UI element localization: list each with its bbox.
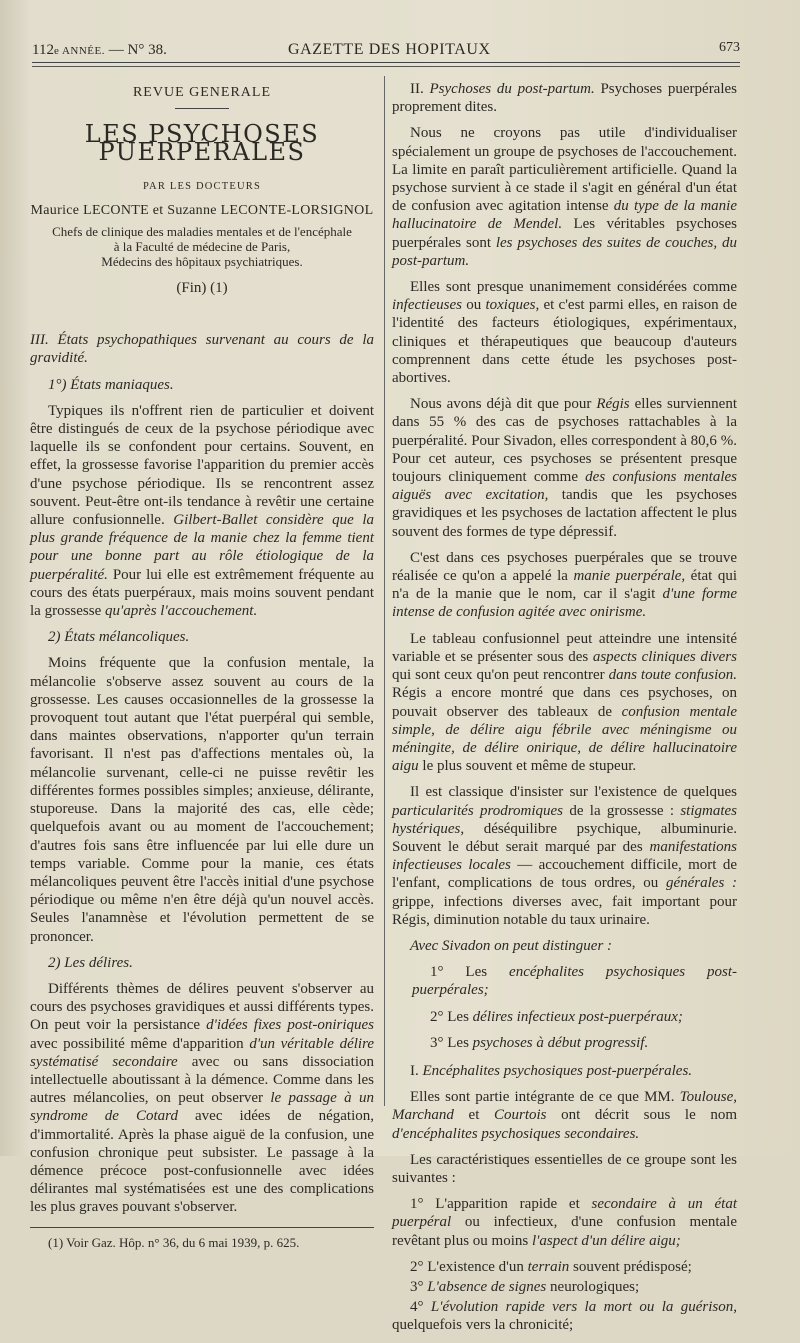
authors: Maurice LECONTE et Suzanne LECONTE-LORSIGNOL [30, 202, 374, 218]
running-header [32, 40, 740, 62]
subsection-delires: 2) Les délires. [48, 954, 133, 971]
article-title: LES PSYCHOSES PUERPÉRALES [84, 120, 320, 167]
paragraph: Différents thèmes de délires peuvent s'observer au cours des psychoses gravidiques et aussi différents types. On peut voir la persistance d'idées fixes post-oniriques avec possibilité même d'apparition d'un véritable délire systématisé secondaire avec ou sans dissociation intellectuelle aboutissant à la démence. Comme dans les autres mélancolies, on peut observer le passage à un syndrome de Cotard avec idées de négation, d'immortalité. Après la phase aiguë de la confusion, une confusion chronique peut subsister. Le passage à la démence précoce post-confusionnelle avec idées délirantes mal systématisées est une des complications les plus graves pouvant s'observer. [30, 980, 375, 1216]
section-I-heading: I. Encéphalites psychosiques post-puerpérales. [410, 1062, 693, 1079]
paragraph: Nous avons déjà dit que pour Régis elles surviennent dans 55 % des cas de psychoses rattachables à la puerpéralité. Pour Sivadon, elles correspondent à 80,6 %. Pour cet auteur, ces psychoses se présentent presque toujours cliniquement comme des confusions mentales aiguës avec excitation, tandis que les psychoses gravidiques et les psychoses de lactation affectent le plus souvent des formes de type dépressif. [392, 396, 738, 540]
section-2-heading: II. Psychoses du post-partum. Psychoses puerpérales proprement dites. [392, 81, 738, 116]
subsection-melancholic: 2) États mélancoliques. [48, 629, 190, 646]
paragraph: C'est dans ces psychoses puerpérales que se trouve réalisée ce qu'on a appelé la manie puerpérale, état qui n'a de la manie que le nom, car il s'agit d'une forme intense de confusion agitée avec onirisme. [392, 549, 737, 621]
paragraph: Moins fréquente que la confusion mentale, la mélancolie s'observe assez souvent au cours de la grossesse. Les causes occasionnelles de la grossesse la provoquent tout autant que l'état puerpéral qui semble, dans maintes observations, n'apporter qu'un terrain favorisant. Il n'est pas d'affections mentales où, la mélancolie survenant, celle-ci ne puisse revêtir les différentes formes possibles simples; anxieuse, délirante, stuporeuse. Dans la majorité des cas, elle cède; quelquefois avant ou au moment de l'accouchement; d'autres fois sans être influencée par lui elle dure un temps variable. Comme pour la manie, ces états mélancoliques peuvent être l'accès initial d'une psychose périodique ou même n'en être déjà qu'un nouvel accès. Seules l'anamnèse et l'évolution permettent de se prononcer. [30, 655, 374, 945]
paragraph: Le tableau confusionnel peut atteindre une intensité variable et se présenter sous des aspects cliniques divers qui sont ceux qu'on peut rencontrer dans toute confusion. Régis a encore montré que dans ces psychoses, on pouvait observer des tableaux de confusion mentale simple, de délire aigu fébrile avec méningisme ou méningite, de délire onirique, de délire hallucinatoire aigu le plus souvent et même de stupeur. [392, 630, 737, 775]
column-divider [384, 76, 385, 1106]
left-column [30, 80, 374, 1260]
criterion: 3° L'absence de signes neurologiques; [410, 1278, 640, 1295]
criterion: 1° L'apparition rapide et secondaire à un état puerpéral ou infectieux, d'une confusion mentale revêtant plus ou moins l'aspect d'un délire aigu; [392, 1196, 738, 1249]
paragraph: Avec Sivadon on peut distinguer : [410, 937, 613, 954]
list-item: 1° Les encéphalites psychosiques post-puerpérales; [412, 964, 738, 999]
paragraph: Elles sont presque unanimement considérées comme infectieuses ou toxiques, et c'est parmi elles, en raison de l'identité des facteurs étiologiques, expérimentaux, cliniques et thérapeutiques que beaucoup d'auteurs comprennent dans cette étude les psychoses post-abortives. [392, 279, 738, 387]
header-issue: 112e ANNÉE. — N° 38. [32, 42, 167, 58]
list-item: 2° Les délires infectieux post-puerpéraux; [430, 1008, 683, 1025]
affiliation-1: Chefs de clinique des maladies mentales et de l'encéphale [52, 224, 352, 240]
paragraph: Nous ne croyons pas utile d'individualiser spécialement un groupe de psychoses de l'accouchement. La limite en paraît particulièrement artificielle. Quand la psychose survient à ce stade il s'agit en général d'un état de confusion avec agitation intense du type de la manie hallucinatoire de Mendel. Les véritables psychoses puerpérales sont les psychoses des suites de couches, du post-partum. [392, 125, 738, 269]
header-rule-thin [32, 66, 740, 67]
criterion: 4° L'évolution rapide vers la mort ou la guérison, quelquefois vers la chronicité; [392, 1299, 737, 1334]
section-label: REVUE GENERALE [132, 85, 272, 100]
fin-note: (Fin) (1) [176, 280, 228, 297]
paragraph: Elles sont partie intégrante de ce que MM. Toulouse, Marchand et Courtois ont décrit sous le nom d'encéphalites psychosiques secondaires. [392, 1089, 738, 1142]
footnote-rule [30, 1227, 374, 1228]
subsection-manic: 1°) États maniaques. [48, 376, 174, 393]
criterion: 2° L'existence d'un terrain souvent prédisposé; [410, 1258, 692, 1275]
header-rule [32, 62, 740, 63]
paragraph: Les caractéristiques essentielles de ce groupe sont les suivantes : [392, 1151, 737, 1186]
par-label: PAR LES DOCTEURS [142, 180, 261, 192]
footnote: (1) Voir Gaz. Hôp. n° 36, du 6 mai 1939, p. 625. [48, 1234, 300, 1250]
section-rule [175, 108, 229, 109]
section-3-heading: III. États psychopathiques survenant au cours de la gravidité. [30, 332, 374, 367]
paragraph: Il est classique d'insister sur l'existence de quelques particularités prodromiques de la grossesse : stigmates hystériques, déséquilibre psychique, albuminurie. Souvent le début serait marqué par des manifestations infectieuses locales — accouchement difficile, mort de l'enfant, complications de tous ordres, ou générales : grippe, infections diverses avec, fait important pour Régis, diminution notable du taux urinaire. [392, 784, 738, 928]
journal-name: GAZETTE DES HOPITAUX [288, 41, 491, 58]
affiliation-3: Médecins des hôpitaux psychiatriques. [101, 254, 303, 270]
affiliation-2: à la Faculté de médecine de Paris, [113, 239, 291, 255]
list-item: 3° Les psychoses à début progressif. [430, 1034, 649, 1051]
paragraph: Typiques ils n'offrent rien de particulier et doivent être distingués de ceux de la psychose périodique avec laquelle ils se confondent pour certains. Souvent, en effet, la grossesse favorise l'apparition du premier accès d'une psychose périodique. Ils se rencontrent assez souvent. Peut-être ont-ils tendance à revêtir une certaine allure confusionnelle. Gilbert-Ballet considère que la plus grande fréquence de la manie chez la femme tient pour une bonne part au rôle étiologique de la puerpéralité. Pour lui elle est extrêmement fréquente au cours des états puerpéraux, mais moins souvent pendant la grossesse qu'après l'accouchement. [30, 402, 374, 620]
right-column [392, 80, 737, 1343]
page-number: 673 [719, 40, 740, 55]
